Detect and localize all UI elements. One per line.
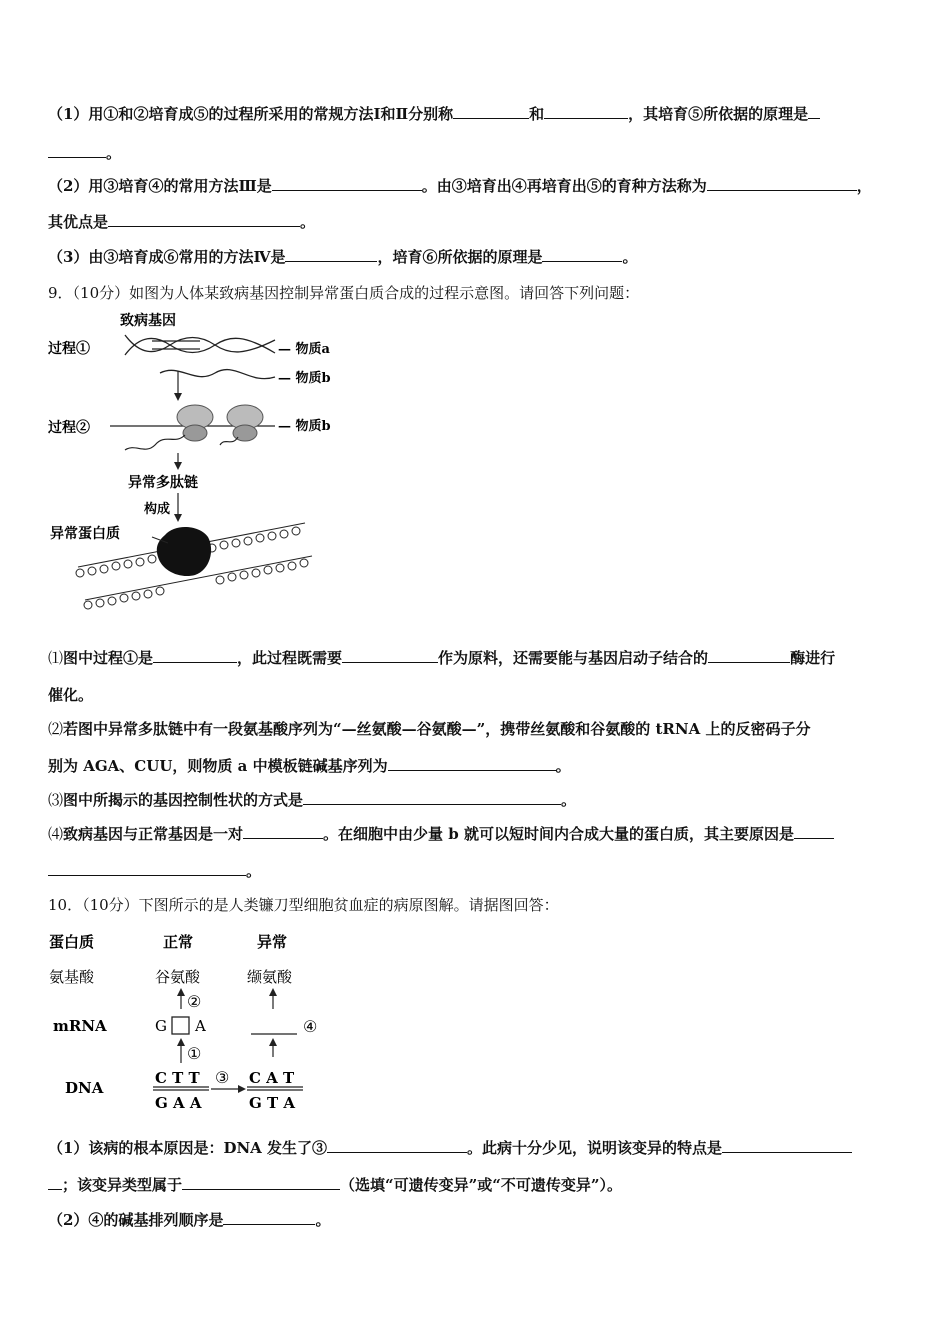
row-dna: DNA <box>65 1079 104 1097</box>
answer-blank[interactable] <box>48 1175 62 1190</box>
ribosome-icon <box>227 405 263 441</box>
answer-blank[interactable] <box>342 648 438 663</box>
answer-blank[interactable] <box>272 176 422 191</box>
q8-part1-cont: 。 <box>48 142 121 163</box>
q10-header: 10．（10分）下图所示的是人类镰刀型细胞贫血症的病原图解。请据图回答： <box>48 896 559 914</box>
answer-blank[interactable] <box>544 104 628 119</box>
q8-part2-cont: 其优点是 。 <box>48 213 316 231</box>
dna-abnormal-bottom: G T A <box>249 1094 296 1112</box>
mrna-strand <box>160 370 275 379</box>
label-abnormal-peptide: 异常多肽链 <box>128 475 198 491</box>
answer-blank[interactable] <box>542 247 622 262</box>
arrow-head-icon <box>174 514 182 522</box>
dna-normal-top: C T T <box>155 1069 200 1087</box>
answer-blank[interactable] <box>722 1138 852 1153</box>
label-constitute: 构成 <box>144 502 171 517</box>
answer-blank[interactable] <box>108 212 300 227</box>
mrna-a: A <box>195 1017 206 1035</box>
q9-sub2-cont: 别为 AGA、CUU，则物质 a 中模板链碱基序列为 。 <box>48 757 571 775</box>
answer-blank[interactable] <box>182 1175 340 1190</box>
dna-abnormal-top: C A T <box>249 1069 295 1087</box>
answer-blank[interactable] <box>223 1210 315 1225</box>
col-protein: 蛋白质 <box>49 933 95 951</box>
q9-sub3: ⑶图中所揭示的基因控制性状的方式是 。 <box>48 791 577 809</box>
q9-header: 9．（10分）如图为人体某致病基因控制异常蛋白质合成的过程示意图。请回答下列问题： <box>48 284 640 302</box>
q8-part1: （1）用①和②培育成⑤的过程所采用的常规方法Ⅰ和Ⅱ分别称 和 ，其培育⑤所依据的原理是 <box>48 103 820 124</box>
step1-label: ① <box>187 1044 202 1063</box>
q10-part1-cont: ；该变异类型属于 （选填“可遗传变异”或“不可遗传变异”）。 <box>48 1174 622 1195</box>
answer-blank[interactable] <box>243 824 323 839</box>
q10-part1: （1）该病的根本原因是：DNA 发生了③ 。此病十分少见，说明该变异的特点是 <box>48 1137 852 1158</box>
amino-glu: 谷氨酸 <box>155 968 201 986</box>
arrow-head-icon <box>238 1085 246 1093</box>
label-process1: 过程① <box>48 341 90 357</box>
arrow-head-icon <box>174 462 182 470</box>
answer-blank[interactable] <box>388 756 556 771</box>
ribosome-icon <box>177 405 213 441</box>
mrna-g: G <box>155 1017 167 1035</box>
col-normal: 正常 <box>163 933 194 951</box>
answer-blank[interactable] <box>708 648 790 663</box>
mrna-blank-box[interactable] <box>172 1017 189 1034</box>
label-abnormal-protein: 异常蛋白质 <box>50 526 120 542</box>
q9-sub4: ⑷致病基因与正常基因是一对 。在细胞中由少量 b 就可以短时间内合成大量的蛋白质，其主要原因是 <box>48 823 834 844</box>
answer-blank[interactable] <box>285 247 377 262</box>
arrow-head-icon <box>177 1038 185 1046</box>
step4-label: ④ <box>303 1017 318 1036</box>
answer-blank[interactable] <box>48 143 106 158</box>
gene-expression-figure <box>40 305 380 635</box>
q9-sub4-cont: 。 <box>48 860 261 881</box>
q8-part3: （3）由③培育成⑥常用的方法Ⅳ是 ，培育⑥所依据的原理是 。 <box>48 248 638 266</box>
q9-sub1: ⑴图中过程①是 ，此过程既需要 作为原料，还需要能与基因启动子结合的 酶进行 <box>48 649 836 667</box>
answer-blank[interactable] <box>153 648 237 663</box>
row-amino: 氨基酸 <box>49 968 95 986</box>
q9-sub2: ⑵若图中异常多肽链中有一段氨基酸序列为“—丝氨酸—谷氨酸—”，携带丝氨酸和谷氨酸的 tRNA 上的反密码子分 <box>48 720 811 738</box>
sickle-cell-figure <box>45 925 345 1120</box>
answer-blank[interactable] <box>707 176 857 191</box>
dna-normal-bottom: G A A <box>155 1094 202 1112</box>
row-mrna: mRNA <box>53 1017 107 1035</box>
peptide-chain <box>125 435 185 450</box>
amino-val: 缬氨酸 <box>247 968 293 986</box>
answer-blank[interactable] <box>808 104 820 119</box>
label-substance-b1: — 物质b <box>278 371 331 386</box>
step3-label: ③ <box>215 1068 230 1087</box>
arrow-head-icon <box>174 393 182 401</box>
col-abnormal: 异常 <box>257 933 288 951</box>
label-process2: 过程② <box>48 420 90 436</box>
arrow-head-icon <box>269 1038 277 1046</box>
step2-label: ② <box>187 992 202 1011</box>
label-gene: 致病基因 <box>120 313 176 329</box>
label-substance-a: — 物质a <box>278 342 330 357</box>
answer-blank[interactable] <box>794 824 834 839</box>
answer-blank[interactable] <box>303 790 561 805</box>
answer-blank[interactable] <box>453 104 529 119</box>
q9-sub1-cont: 催化。 <box>48 686 94 704</box>
label-substance-b2: — 物质b <box>278 419 331 434</box>
arrow-head-icon <box>269 988 277 996</box>
abnormal-protein-blob <box>157 527 211 576</box>
answer-blank[interactable] <box>48 861 246 876</box>
dna-helix <box>125 335 275 355</box>
arrow-head-icon <box>177 988 185 996</box>
q8-part2: （2）用③培育④的常用方法Ⅲ是 。由③培育出④再培育出⑤的育种方法称为 ， <box>48 177 872 195</box>
answer-blank[interactable] <box>327 1138 467 1153</box>
q10-part2: （2）④的碱基排列顺序是 。 <box>48 1211 331 1229</box>
